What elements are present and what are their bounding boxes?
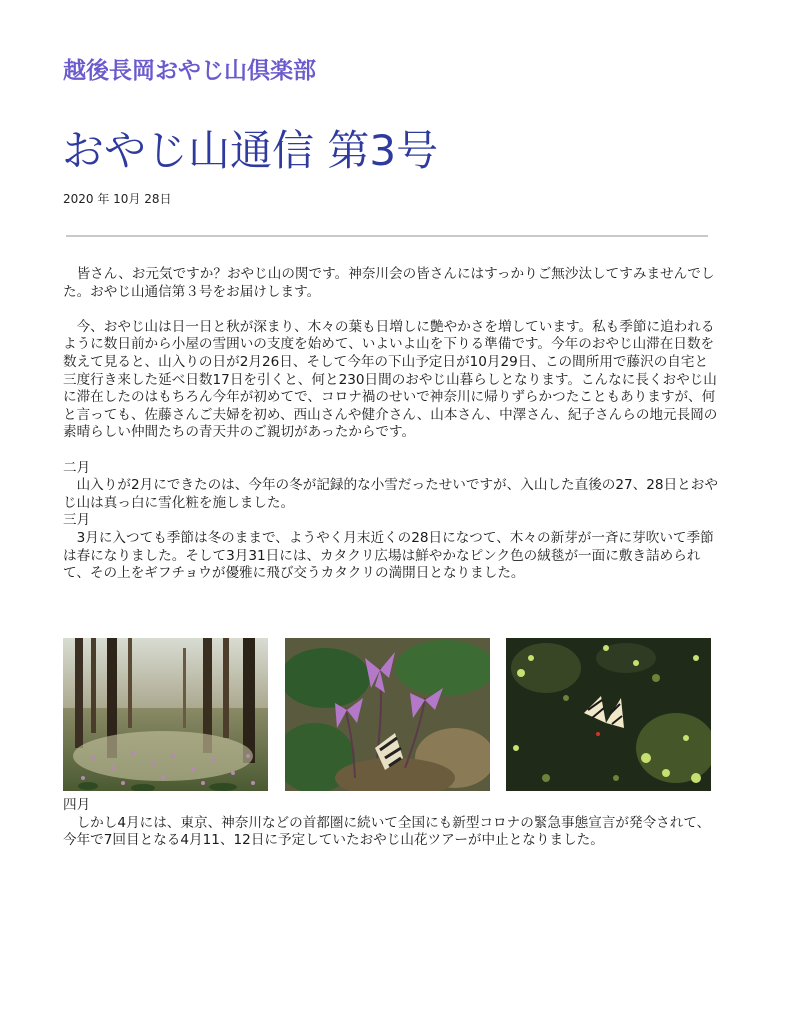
article-body-continued <box>63 797 718 850</box>
intro-paragraph: 皆さん、お元気ですか？おやじ山の関です。神奈川会の皆さんにはすっかりご無沙汰してすみませんでした。おやじ山通信第３号をお届けします。 <box>63 266 715 300</box>
forest-katakuri-photo <box>63 638 268 791</box>
club-name: 越後長岡おやじ山倶楽部 <box>63 58 316 84</box>
month-heading-march: 三月 <box>63 512 91 529</box>
february-paragraph: 山入りが2月にできたのは、今年の冬が記録的な小雪だったせいですが、入山した直後の27、28日とおやじ山は真っ白に雪化粧を施しました。 <box>63 477 718 511</box>
april-paragraph: しかし4月には、東京、神奈川などの首都圏に続いて全国にも新型コロナの緊急事態宣言が発令されて、今年で7回目となる4月11、12日に予定していたおやじ山花ツアーが中止となりました。 <box>63 814 711 849</box>
issue-date: 2020 年 10月 28日 <box>63 192 172 206</box>
flying-butterfly-photo <box>506 638 711 791</box>
katakuri-butterfly-photo <box>285 638 490 791</box>
march-paragraph: 3月に入つても季節は冬のままで、ようやく月末近くの28日になつて、木々の新芽が一斉に芽吹いて季節は春になりました。そして3月31日には、カタクリ広場は鮮やかなピンク色の絨毯が一面に敷き詰められて、その上をギフチョウが優雅に飛び交うカタクリの満開日となりました。 <box>63 529 714 582</box>
month-heading-april: 四月 <box>63 797 91 813</box>
month-heading-february: 二月 <box>63 459 91 476</box>
paragraph-gap <box>63 442 718 460</box>
paragraph-gap <box>63 301 718 319</box>
autumn-paragraph: 今、おやじ山は日一日と秋が深まり、木々の葉も日増しに艶やかさを増しています。私も季節に追われるように数日前から小屋の雪囲いの支度を始めて、いよいよ山を下りる準備です。今年のおやじ山滞在日数を数えて見ると、山入りの日が2月26日、そして今年の下山予定日が10月29日、この間所用で藤沢の自宅と三度行き来した延べ日数17日を引くと、何と230日間のおやじ山暮らしとなります。こんなに長くおやじ山に滞在したのはもちろん今年が初めてで、コロナ禍のせいで神奈川に帰りずらかつたこともありますが、何と言っても、佐藤さんご夫婦を初め、西山さんや健介さん、山本さん、中澤さん、紀子さんらの地元長岡の素晴らしい仲間たちの青天井のご親切があったからです。 <box>63 318 718 441</box>
horizontal-divider <box>66 235 708 237</box>
page-title: おやじ山通信 第3号 <box>62 126 439 175</box>
article-body <box>63 266 718 583</box>
photo-row <box>63 638 711 791</box>
